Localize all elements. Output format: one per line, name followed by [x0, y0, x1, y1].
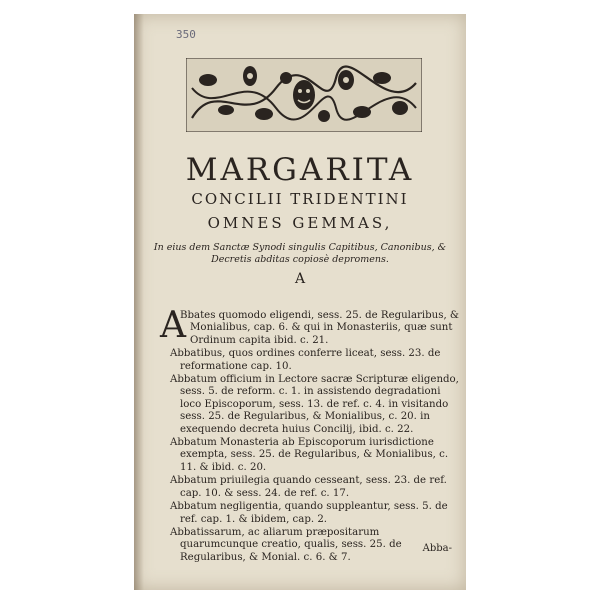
title-line-3: OMNES GEMMAS, — [207, 214, 393, 232]
index-entry — [170, 527, 460, 564]
index-entry — [170, 437, 460, 474]
folio-number: 350 — [176, 28, 196, 41]
entry-text: Bbates quomodo eligendi, sess. 25. de Regularibus, & Monialibus, cap. 6. & qui in Monasteriis, quæ sunt Ordinum capita ibid. c. 21. — [180, 310, 460, 346]
drop-cap: A — [160, 305, 186, 346]
entry-text: Abbatum officium in Lectore sacræ Scripturæ eligendo, sess. 5. de reform. c. 1. in assistendo degradationi loco Episcoporum, sess. 13. de ref. c. 4. in visitando sess. 25. de Regularibus, & Monialibus, c. 20. in exequendo decreta huius Concilij, ibid. c. 22. — [170, 374, 459, 435]
floral-headpiece-ornament — [186, 58, 422, 132]
title-line-2: CONCILII TRIDENTINI — [191, 190, 409, 208]
page-gutter-shadow — [134, 14, 144, 590]
entry-text: Abbatum negligentia, quando suppleantur, sess. 5. de ref. cap. 1. & ibidem, cap. 2. — [170, 501, 448, 525]
subtitle: In eius dem Sanctæ Synodi singulis Capitibus, Canonibus, & Decretis abditas copiosè depromens. — [153, 242, 447, 265]
index-entries — [160, 305, 460, 565]
entry-text: Abbatum priuilegia quando cesseant, sess. 23. de ref. cap. 10. & sess. 24. de ref. c. 17. — [170, 475, 447, 499]
book-page — [134, 14, 466, 590]
catchword: Abba- — [422, 543, 452, 554]
entry-text: Abbatum Monasteria ab Episcoporum iurisdictione exempta, sess. 25. de Regularibus, & Monialibus, c. 11. & ibid. c. 20. — [170, 437, 449, 473]
entry-text: Abbatibus, quos ordines conferre liceat, sess. 23. de reformatione cap. 10. — [170, 348, 441, 372]
index-entry — [170, 348, 460, 373]
title-line-1: MARGARITA — [185, 152, 415, 188]
index-entry — [170, 475, 460, 500]
entry-text: Abbatissarum, ac aliarum præpositarum quarumcunque creatio, qualis, sess. 25. de Regularibus, & Monial. c. 6. & 7. — [170, 526, 402, 563]
index-entry — [160, 305, 460, 347]
index-entry — [170, 374, 460, 436]
section-letter: A — [294, 271, 306, 287]
index-entry — [170, 501, 460, 526]
